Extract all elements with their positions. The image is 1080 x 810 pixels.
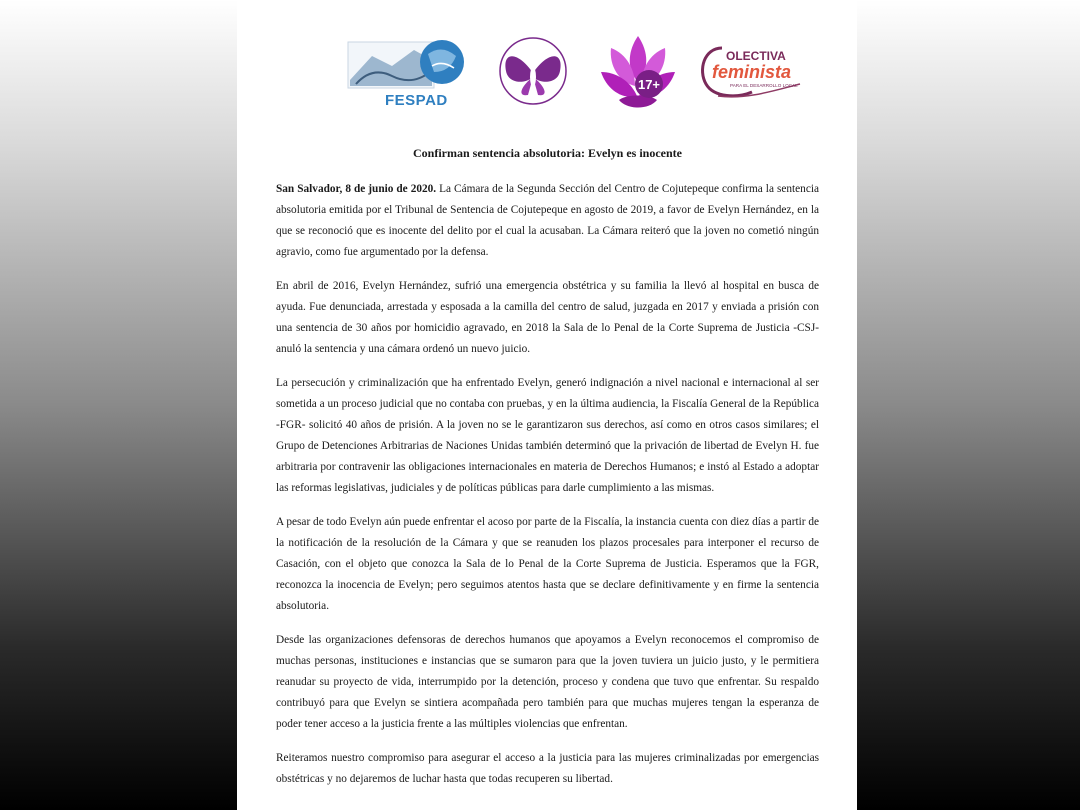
colectiva-feminista-logo	[696, 40, 806, 102]
feminista-word: feminista	[712, 62, 792, 82]
paragraph-2: En abril de 2016, Evelyn Hernández, sufrió una emergencia obstétrica y su familia la llevó al hospital en busca de ayuda. Fue denunciada, arrestada y esposada a la camilla del centro de salud, juzgada en 2017 y enviada a prisión con una sentencia de 30 años por homicidio agravado, en 2018 la Sala de lo Penal de la Corte Suprema de Justicia -CSJ- anuló la sentencia y una cámara ordenó un nuevo juicio.	[276, 280, 819, 355]
paragraph-5: Desde las organizaciones defensoras de derechos humanos que apoyamos a Evelyn reconocemos el compromiso de muchas personas, instituciones e instancias que se sumaron para que la joven tuviera un juicio justo, y le permitiera reanudar su proyecto de vida, interrumpido por la detención, proceso y condena que tuvo que enfrentar. Su respaldo contribuyó para que Evelyn se sintiera acompañada pero también para que muchas mujeres tengan la esperanza de poder tener acceso a la justicia frente a las múltiples violencias que enfrentan.	[276, 634, 819, 730]
paragraph-6: Reiteramos nuestro compromiso para asegurar el acceso a la justicia para las mujeres criminalizadas por emergencias obstétricas y no dejaremos de luchar hasta que todas recuperen su libertad.	[276, 752, 819, 785]
paragraph-4: A pesar de todo Evelyn aún puede enfrentar el acoso por parte de la Fiscalía, la instancia cuenta con diez días a partir de la notificación de la resolución de la Cámara y que se reanuden los plazos procesales para interponer el recurso de Casación, con el objeto que conozca la Sala de lo Penal de la Corte Suprema de Justicia. Esperamos que la FGR, reconozca la inocencia de Evelyn; pero seguimos atentos hasta que se declare definitivamente y en firme la sentencia absolutoria.	[276, 516, 819, 612]
agrupacion-butterfly-logo	[498, 31, 568, 111]
desarrollo-local-word: PARA EL DESARROLLO LOCAL	[730, 83, 798, 88]
paragraph-1	[276, 179, 819, 263]
lotus-17-logo	[599, 30, 677, 116]
logo-header	[276, 0, 819, 130]
dateline: San Salvador, 8 de junio de 2020.	[276, 183, 437, 195]
paragraph-3: La persecución y criminalización que ha enfrentado Evelyn, generó indignación a nivel nacional e internacional al ser sometida a un proceso judicial que no contaba con pruebas, y en la última audiencia, la Fiscalía General de la República -FGR- solicitó 40 años de prisión. A la joven no se le garantizaron sus derechos, así como en otros casos similares; el Grupo de Detenciones Arbitrarias de Naciones Unidas también determinó que la privación de libertad de Evelyn H. fue arbitraria por contravenir las obligaciones internacionales en materia de Derechos Humanos; e instó al Estado a adoptar las reformas legislativas, judiciales y de políticas públicas para darle cumplimiento a las mismas.	[276, 377, 819, 494]
badge-17-label: 17+	[637, 77, 661, 92]
fespad-label: FESPAD	[385, 92, 448, 109]
colectiva-word: OLECTIVA	[726, 49, 786, 63]
paragraph-1-text: La Cámara de la Segunda Sección del Centro de Cojutepeque confirma la sentencia absolutoria emitida por el Tribunal de Sentencia de Cojutepeque en agosto de 2019, a favor de Evelyn Hernández, en la que se reconoció que es inocente del delito por el cual la acusaban. La Cámara reiteró que la joven no cometió ningún agravio, como fue argumentado por la defensa.	[276, 183, 819, 258]
document-page	[237, 0, 857, 810]
document-title: Confirman sentencia absolutoria: Evelyn es inocente	[413, 146, 682, 160]
